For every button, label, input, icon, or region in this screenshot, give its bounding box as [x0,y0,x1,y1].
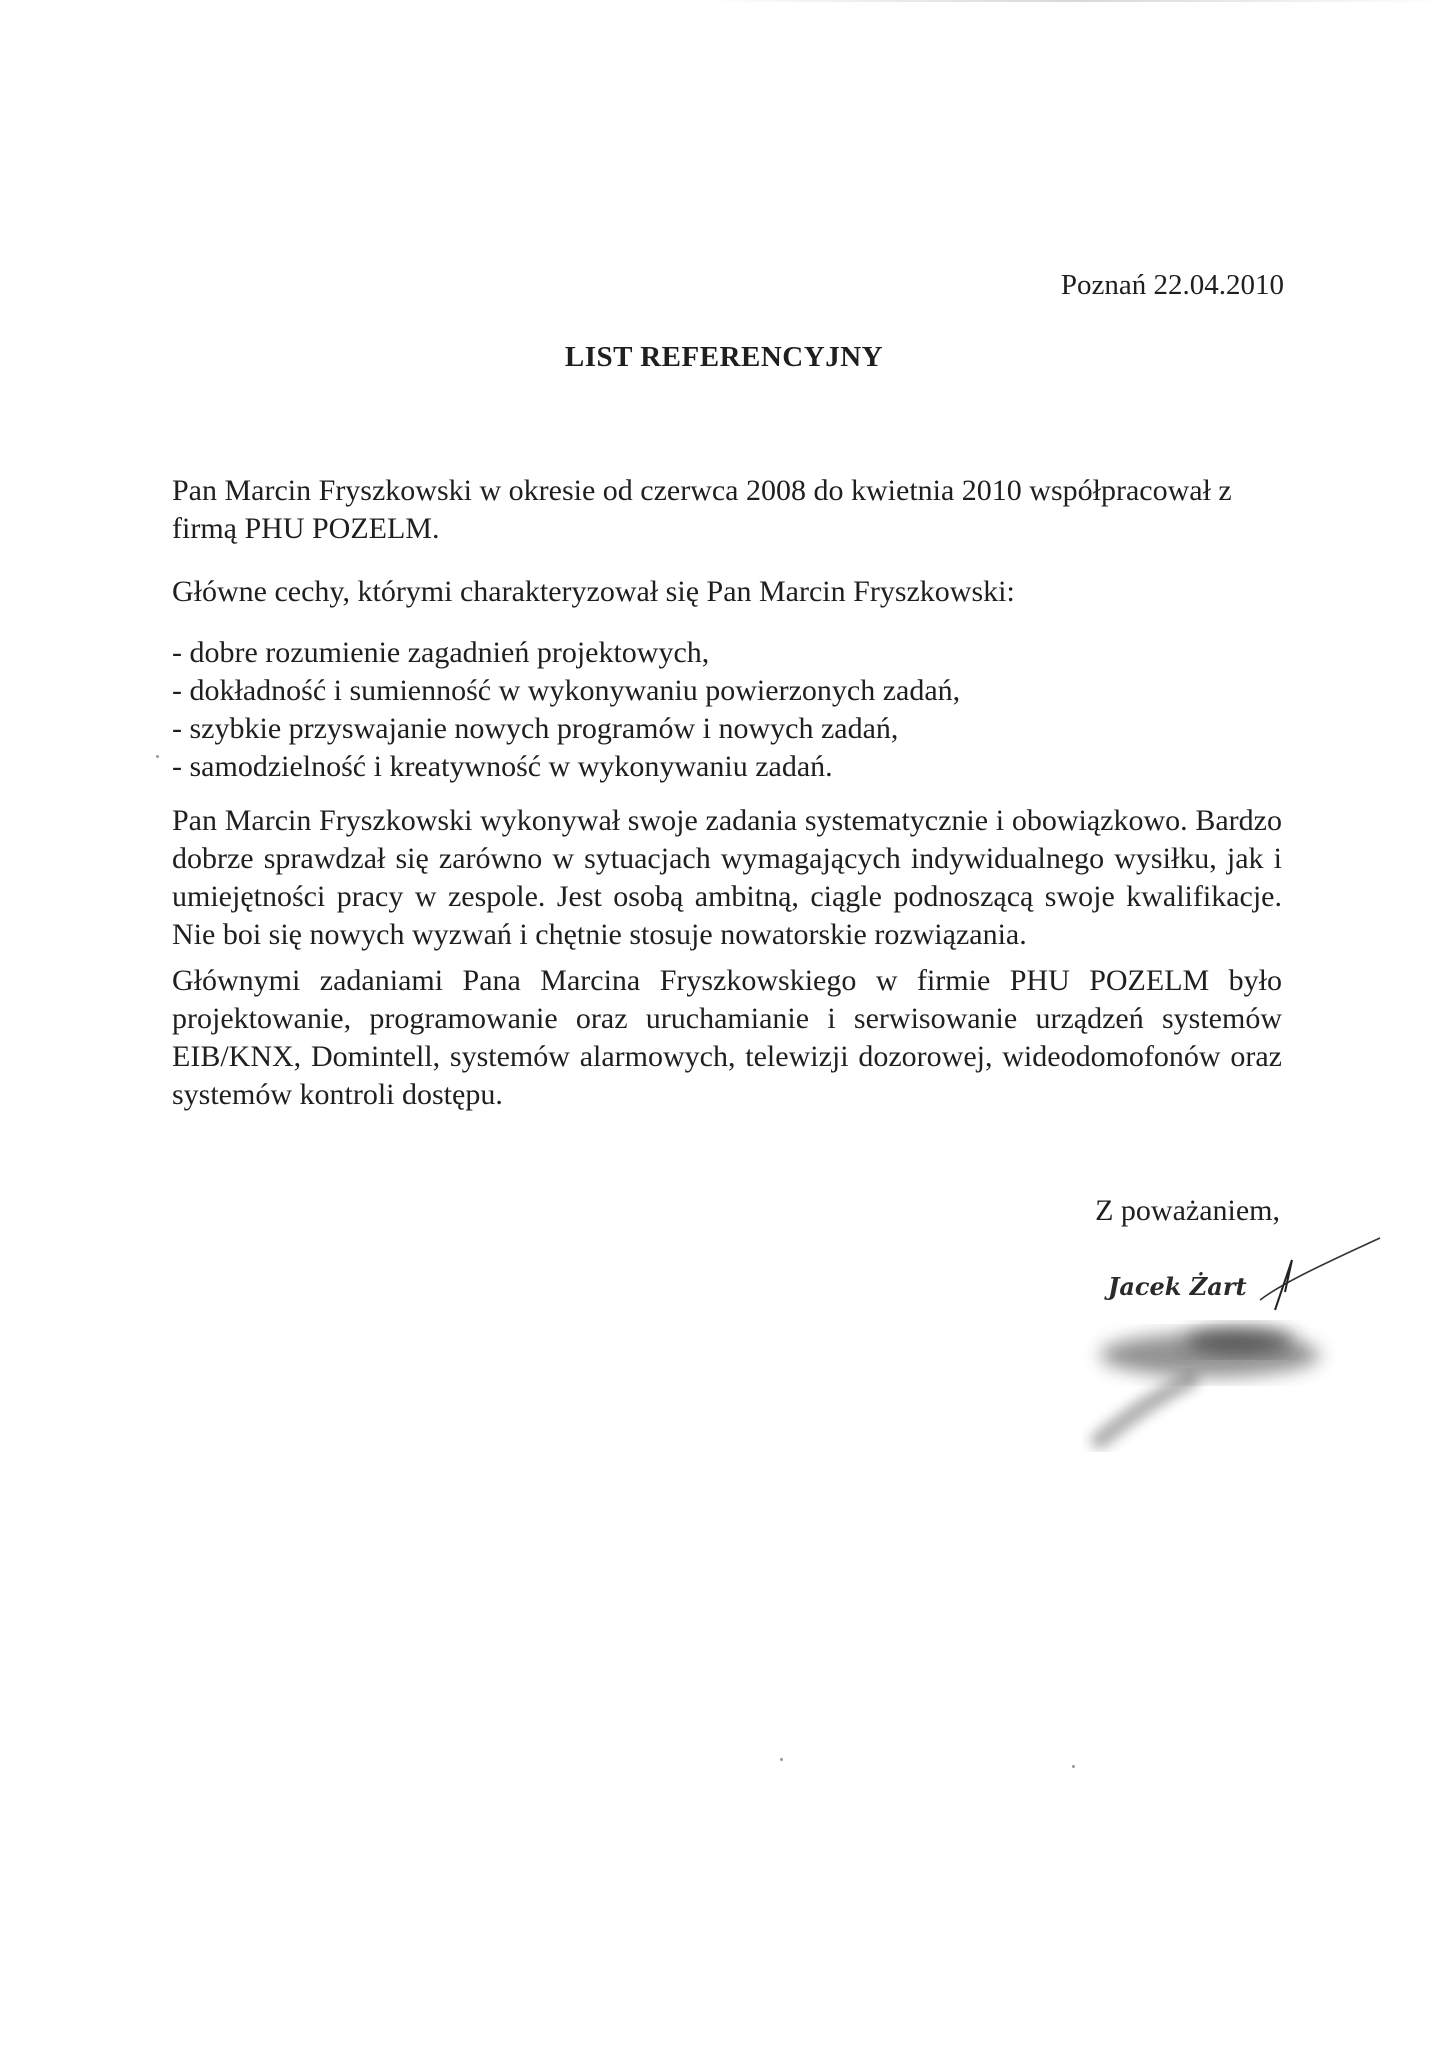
duties-paragraph: Głównymi zadaniami Pana Marcina Fryszkowskiego w firmie PHU POZELM było projektowanie, programowanie oraz uruchamianie i serwisowanie urządzeń systemów EIB/KNX, Domintell, systemów alarmowych, telewizji dozorowej, wideodomofonów oraz systemów kontroli dostępu. [172,964,1282,1111]
signature-stamp [1060,1230,1420,1480]
closing-phrase: Z poważaniem, [1095,1194,1280,1227]
svg-text:Jacek Żart: Jacek Żart [1108,1272,1247,1301]
evaluation-paragraph: Pan Marcin Fryszkowski wykonywał swoje zadania systematycznie i obowiązkowo. Bardzo dobrze sprawdzał się zarówno w sytuacjach wymagających indywidualnego wysiłku, jak i umiejętności pracy w zespole. Jest osobą ambitną, ciągle podnoszącą swoje kwalifikacje. Nie boi się nowych wyzwań i chętnie stosuje nowatorskie rozwiązania. [172,804,1282,951]
traits-intro: Główne cechy, którymi charakteryzował się Pan Marcin Fryszkowski: [172,575,1015,608]
list-item: - samodzielność i kreatywność w wykonywaniu zadań. [172,750,833,783]
scan-speck [156,755,159,758]
list-item: - dobre rozumienie zagadnień projektowych, [172,636,710,669]
letter-title: LIST REFERENCYJNY [564,341,884,373]
letter-date: Poznań 22.04.2010 [1060,269,1284,301]
scan-edge-line [700,0,1448,2]
scan-speck [1072,1765,1075,1768]
list-item: - szybkie przyswajanie nowych programów i nowych zadań, [172,712,899,745]
list-item: - dokładność i sumienność w wykonywaniu powierzonych zadań, [172,674,961,707]
traits-list [172,634,1282,786]
scan-speck [780,1758,783,1761]
intro-paragraph: Pan Marcin Fryszkowski w okresie od czerwca 2008 do kwietnia 2010 współpracował z firmą PHU POZELM. [172,474,1232,545]
